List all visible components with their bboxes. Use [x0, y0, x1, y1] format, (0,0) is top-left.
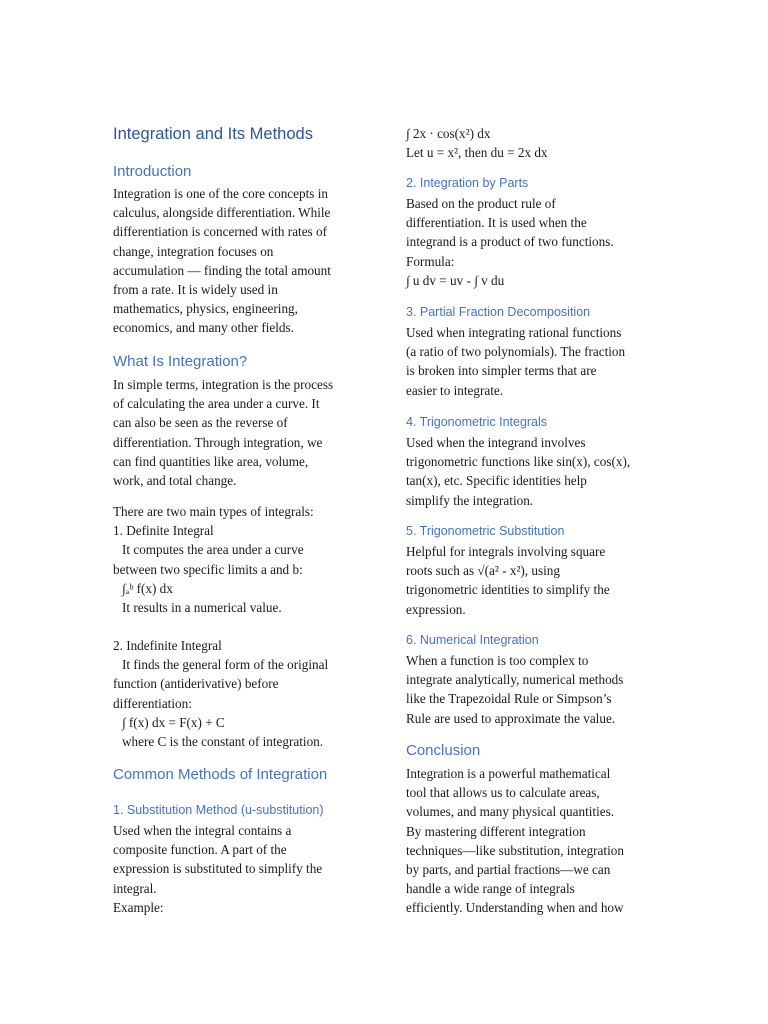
conclusion-paragraph: Integration is a powerful mathematical tool that allows us to calculate areas, volumes, and many physical quantities. By mastering different integration techniques—like substitution, integration by parts, and partial fractions—we can handle a wide range of integrals efficiently. Understanding when and how — [406, 766, 624, 916]
trigonometric-integrals-heading: 4. Trigonometric Integrals — [406, 415, 548, 429]
integral-types-block: There are two main types of integrals: 1. Definite Integral It computes the area under a curve between two specific limits a and b: ∫ₐᵇ f(x) dx It results in a numerical value. — [113, 504, 314, 616]
numerical-integration-heading: 6. Numerical Integration — [406, 633, 539, 647]
integration-by-parts-paragraph: Based on the product rule of differentiation. It is used when the integrand is a product of two functions. Formula: ∫ u dv = uv - ∫ v du — [406, 196, 614, 288]
indefinite-integral-block: 2. Indefinite Integral It finds the general form of the original function (antiderivative) before differentiation: ∫ f(x) dx = F(x) + C where C is the constant of integration. — [113, 638, 329, 750]
what-is-integration-heading: What Is Integration? — [113, 353, 248, 370]
partial-fraction-heading: 3. Partial Fraction Decomposition — [406, 305, 591, 319]
substitution-heading: 1. Substitution Method (u-substitution) — [113, 803, 324, 817]
trigonometric-substitution-heading: 5. Trigonometric Substitution — [406, 524, 565, 538]
conclusion-heading: Conclusion — [406, 742, 481, 759]
introduction-paragraph: Integration is one of the core concepts in calculus, alongside differentiation. While differentiation is concerned with rates of change, integration focuses on accumulation — finding the total amount from a rate. It is widely used in mathematics, physics, engineering, economics, and many other fields. — [113, 186, 331, 336]
trigonometric-integrals-paragraph: Used when the integrand involves trigonometric functions like sin(x), cos(x), tan(x), etc. Specific identities help simplify the integration. — [406, 435, 631, 508]
substitution-example: ∫ 2x · cos(x²) dx Let u = x², then du = 2x dx — [406, 126, 548, 161]
common-methods-heading: Common Methods of Integration — [113, 766, 328, 783]
substitution-paragraph: Used when the integral contains a composite function. A part of the expression is substituted to simplify the integral. Example: — [113, 823, 323, 915]
numerical-integration-paragraph: When a function is too complex to integrate analytically, numerical methods like the Trapezoidal Rule or Simpson’s Rule are used to approximate the value. — [406, 653, 624, 726]
partial-fraction-paragraph: Used when integrating rational functions (a ratio of two polynomials). The fraction is broken into simpler terms that are easier to integrate. — [406, 325, 626, 398]
trigonometric-substitution-paragraph: Helpful for integrals involving square roots such as √(a² - x²), using trigonometric identities to simplify the expression. — [406, 544, 610, 617]
introduction-heading: Introduction — [113, 163, 192, 180]
integration-by-parts-heading: 2. Integration by Parts — [406, 176, 529, 190]
document-title: Integration and Its Methods — [113, 125, 313, 143]
what-is-integration-paragraph: In simple terms, integration is the process of calculating the area under a curve. It can also be seen as the reverse of differentiation. Through integration, we can find quantities like area, volume, work, and total change. — [113, 377, 334, 489]
